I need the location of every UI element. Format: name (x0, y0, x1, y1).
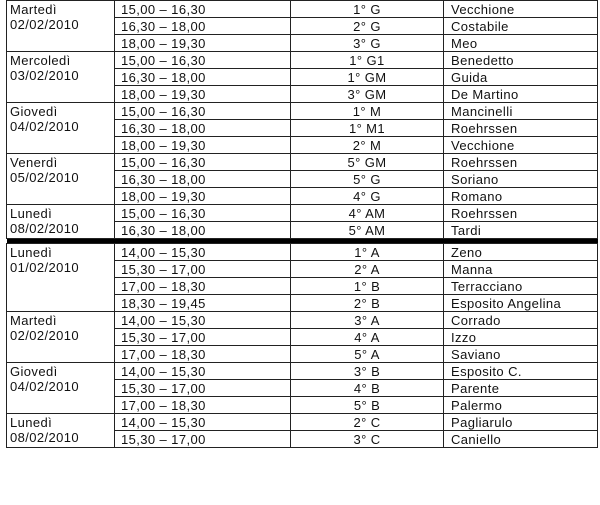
day-date: 03/02/2010 (10, 68, 80, 83)
time-cell: 15,00 – 16,30 (115, 205, 291, 222)
class-cell: 3° G (291, 35, 444, 52)
schedule-document (6, 0, 598, 448)
table-row (7, 52, 598, 69)
day-cell (7, 1, 115, 52)
day-name: Venerdì (10, 155, 58, 170)
day-date: 04/02/2010 (10, 379, 80, 394)
class-cell: 4° A (291, 329, 444, 346)
teacher-cell: Zeno (444, 244, 598, 261)
day-cell (7, 244, 115, 312)
class-cell: 1° G (291, 1, 444, 18)
class-cell: 3° GM (291, 86, 444, 103)
teacher-cell: Romano (444, 188, 598, 205)
teacher-cell: Costabile (444, 18, 598, 35)
class-cell: 3° A (291, 312, 444, 329)
day-date: 02/02/2010 (10, 328, 80, 343)
time-cell: 15,00 – 16,30 (115, 52, 291, 69)
time-cell: 18,00 – 19,30 (115, 137, 291, 154)
time-cell: 15,30 – 17,00 (115, 431, 291, 448)
teacher-cell: Esposito Angelina (444, 295, 598, 312)
table-row (7, 103, 598, 120)
class-cell: 1° M1 (291, 120, 444, 137)
teacher-cell: De Martino (444, 86, 598, 103)
time-cell: 17,00 – 18,30 (115, 397, 291, 414)
teacher-cell: Roehrssen (444, 154, 598, 171)
class-cell: 2° A (291, 261, 444, 278)
time-cell: 18,30 – 19,45 (115, 295, 291, 312)
class-cell: 1° A (291, 244, 444, 261)
day-date: 01/02/2010 (10, 260, 80, 275)
teacher-cell: Saviano (444, 346, 598, 363)
teacher-cell: Soriano (444, 171, 598, 188)
day-cell (7, 52, 115, 103)
teacher-cell: Esposito C. (444, 363, 598, 380)
day-date: 04/02/2010 (10, 119, 80, 134)
teacher-cell: Vecchione (444, 1, 598, 18)
teacher-cell: Terracciano (444, 278, 598, 295)
table-row (7, 244, 598, 261)
day-cell (7, 154, 115, 205)
class-cell: 3° B (291, 363, 444, 380)
teacher-cell: Benedetto (444, 52, 598, 69)
teacher-cell: Vecchione (444, 137, 598, 154)
class-cell: 5° G (291, 171, 444, 188)
class-cell: 3° C (291, 431, 444, 448)
time-cell: 15,30 – 17,00 (115, 329, 291, 346)
class-cell: 5° A (291, 346, 444, 363)
time-cell: 15,30 – 17,00 (115, 380, 291, 397)
day-name: Giovedì (10, 364, 58, 379)
teacher-cell: Roehrssen (444, 205, 598, 222)
day-name: Lunedì (10, 245, 53, 260)
teacher-cell: Guida (444, 69, 598, 86)
time-cell: 16,30 – 18,00 (115, 69, 291, 86)
time-cell: 15,30 – 17,00 (115, 261, 291, 278)
teacher-cell: Manna (444, 261, 598, 278)
teacher-cell: Caniello (444, 431, 598, 448)
day-date: 05/02/2010 (10, 170, 80, 185)
class-cell: 1° B (291, 278, 444, 295)
time-cell: 17,00 – 18,30 (115, 278, 291, 295)
time-cell: 18,00 – 19,30 (115, 35, 291, 52)
time-cell: 14,00 – 15,30 (115, 414, 291, 431)
schedule-table (6, 0, 598, 448)
day-name: Martedì (10, 313, 57, 328)
day-name: Martedì (10, 2, 57, 17)
class-cell: 5° B (291, 397, 444, 414)
table-row (7, 1, 598, 18)
time-cell: 15,00 – 16,30 (115, 1, 291, 18)
time-cell: 16,30 – 18,00 (115, 171, 291, 188)
table-row (7, 154, 598, 171)
day-cell (7, 205, 115, 239)
class-cell: 5° GM (291, 154, 444, 171)
day-cell (7, 414, 115, 448)
time-cell: 16,30 – 18,00 (115, 18, 291, 35)
time-cell: 18,00 – 19,30 (115, 86, 291, 103)
teacher-cell: Corrado (444, 312, 598, 329)
class-cell: 1° G1 (291, 52, 444, 69)
class-cell: 2° M (291, 137, 444, 154)
time-cell: 18,00 – 19,30 (115, 188, 291, 205)
table-row (7, 363, 598, 380)
day-name: Lunedì (10, 206, 53, 221)
class-cell: 1° M (291, 103, 444, 120)
teacher-cell: Tardi (444, 222, 598, 239)
class-cell: 5° AM (291, 222, 444, 239)
table-row (7, 312, 598, 329)
teacher-cell: Mancinelli (444, 103, 598, 120)
day-date: 08/02/2010 (10, 430, 80, 445)
class-cell: 2° C (291, 414, 444, 431)
day-cell (7, 312, 115, 363)
day-cell (7, 363, 115, 414)
class-cell: 4° B (291, 380, 444, 397)
teacher-cell: Pagliarulo (444, 414, 598, 431)
teacher-cell: Izzo (444, 329, 598, 346)
day-name: Lunedì (10, 415, 53, 430)
class-cell: 2° B (291, 295, 444, 312)
time-cell: 16,30 – 18,00 (115, 120, 291, 137)
day-date: 08/02/2010 (10, 221, 80, 236)
class-cell: 2° G (291, 18, 444, 35)
class-cell: 4° AM (291, 205, 444, 222)
teacher-cell: Roehrssen (444, 120, 598, 137)
teacher-cell: Meo (444, 35, 598, 52)
day-name: Mercoledì (10, 53, 71, 68)
table-row (7, 414, 598, 431)
teacher-cell: Parente (444, 380, 598, 397)
time-cell: 16,30 – 18,00 (115, 222, 291, 239)
class-cell: 1° GM (291, 69, 444, 86)
time-cell: 15,00 – 16,30 (115, 154, 291, 171)
class-cell: 4° G (291, 188, 444, 205)
time-cell: 17,00 – 18,30 (115, 346, 291, 363)
teacher-cell: Palermo (444, 397, 598, 414)
time-cell: 14,00 – 15,30 (115, 312, 291, 329)
day-name: Giovedì (10, 104, 58, 119)
day-cell (7, 103, 115, 154)
day-date: 02/02/2010 (10, 17, 80, 32)
time-cell: 15,00 – 16,30 (115, 103, 291, 120)
table-row (7, 205, 598, 222)
time-cell: 14,00 – 15,30 (115, 363, 291, 380)
time-cell: 14,00 – 15,30 (115, 244, 291, 261)
